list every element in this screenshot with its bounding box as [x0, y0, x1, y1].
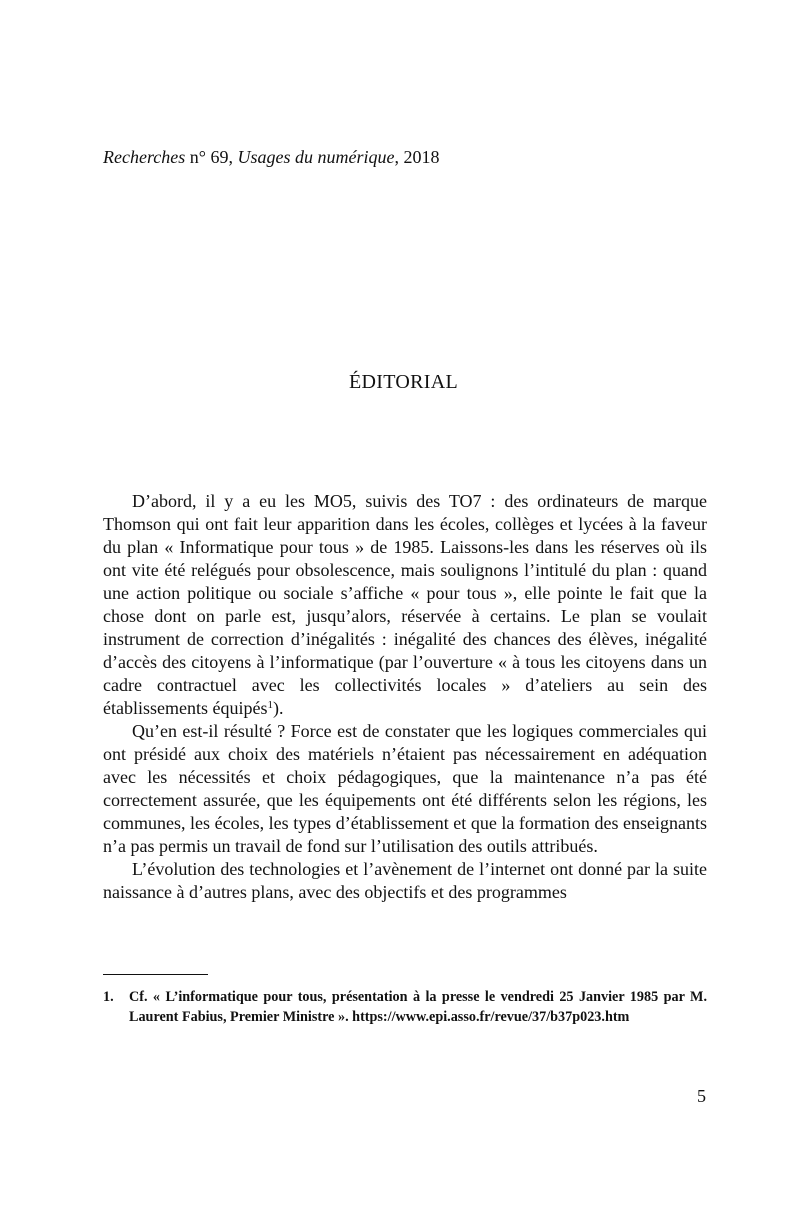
issue-year: , 2018	[394, 147, 440, 167]
footnote-text: Cf. « L’informatique pour tous, présentation à la presse le vendredi 25 Janvier 1985 par M. Laurent Fabius, Premier Ministre ». https://www.epi.asso.fr/revue/37/b37p023.htm	[129, 989, 707, 1025]
paragraph-1-end: ).	[272, 698, 284, 718]
footnote-number: 1.	[103, 989, 114, 1005]
issue-number: n° 69,	[185, 147, 238, 167]
page-number: 5	[697, 1086, 706, 1106]
journal-name: Recherches	[103, 147, 186, 167]
article-body	[103, 490, 707, 904]
paragraph-2: Qu’en est-il résulté ? Force est de constater que les logiques commerciales qui ont présidé aux choix des matériels n’étaient pas nécessairement en adéquation avec les nécessités et choix pédagogiques, que la maintenance n’a pas été correctement assurée, que les équipements ont été différents selon les régions, les communes, les écoles, les types d’établissement et que la formation des enseignants n’a pas permis un travail de fond sur l’utilisation des outils attribués.	[103, 721, 707, 856]
issue-theme: Usages du numérique	[237, 147, 395, 167]
footnote-reference: 1	[267, 699, 273, 711]
running-head	[103, 146, 439, 168]
paragraph-1	[103, 490, 707, 720]
paragraph-1-text: D’abord, il y a eu les MO5, suivis des TO7 : des ordinateurs de marque Thomson qui ont fait leur apparition dans les écoles, collèges et lycées à la faveur du plan « Informatique pour tous » de 1985. Laissons-les dans les réserves où ils ont vite été relégués pour obsolescence, mais soulignons l’intitulé du plan : quand une action politique ou sociale s’affiche « pour tous », elle pointe le fait que la chose dont on parle est, jusqu’alors, réservée à certains. Le plan se voulait instrument de correction d’inégalités : inégalité des chances des élèves, inégalité d’accès des citoyens à l’informatique (par l’ouverture « à tous les citoyens dans un cadre contractuel avec les collectivités locales » d’ateliers au sein des établissements équipés	[103, 491, 707, 718]
footnote-separator	[103, 974, 208, 975]
paragraph-3: L’évolution des technologies et l’avènement de l’internet ont donné par la suite naissance à d’autres plans, avec des objectifs et des programmes	[103, 859, 707, 902]
footnote	[103, 987, 707, 1027]
page-title: ÉDITORIAL	[349, 371, 458, 393]
